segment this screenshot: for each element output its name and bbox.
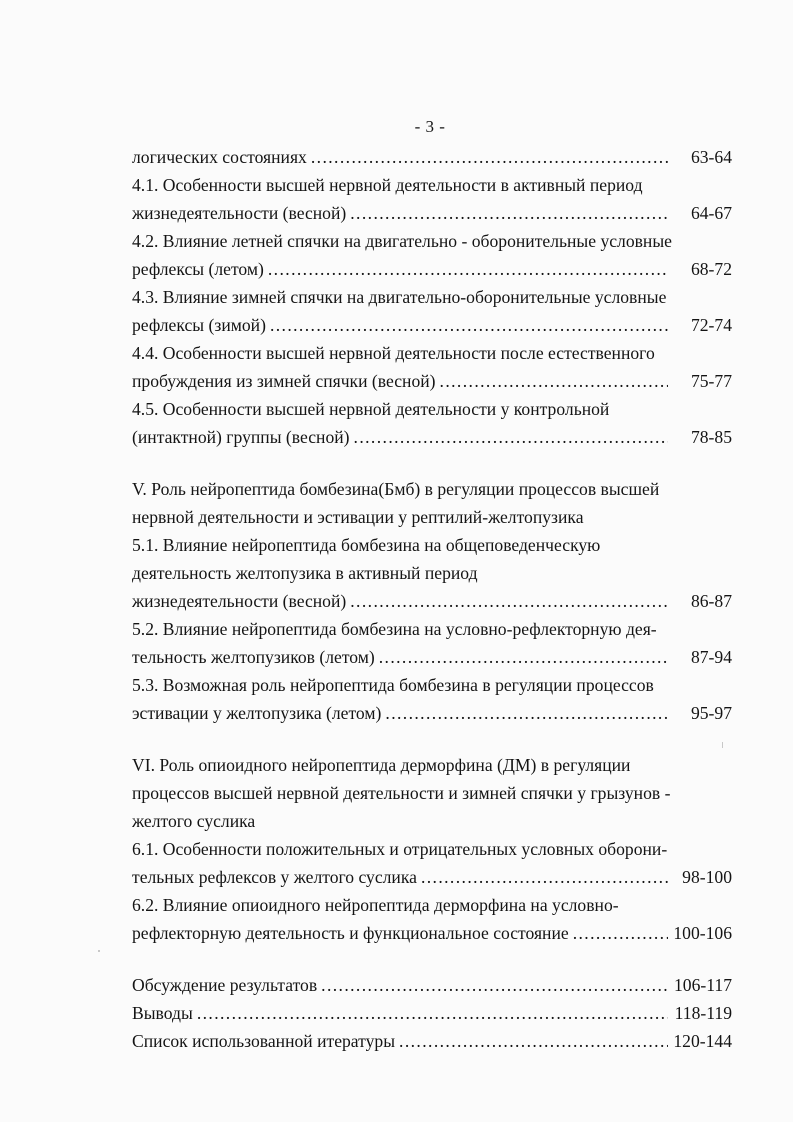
- toc-entry-line: 4.1. Особенности высшей нервной деятельности в активный период: [132, 175, 643, 195]
- toc-entry-pages: 68-72: [690, 259, 732, 279]
- leader-dots: [350, 199, 668, 227]
- toc-entry: [132, 587, 732, 615]
- spacer: [132, 451, 732, 475]
- toc-entry-line: 5.3. Возможная роль нейропептида бомбезина в регуляции процессов: [132, 675, 654, 695]
- toc-entry-line: 6.1. Особенности положительных и отрицательных условных оборони-: [132, 839, 668, 859]
- toc-entry-pages: 64-67: [690, 203, 732, 223]
- toc-entry: [132, 999, 732, 1027]
- toc-entry: [132, 199, 732, 227]
- toc-entry-pages: 120-144: [673, 1031, 732, 1051]
- toc-entry-pages: 106-117: [674, 975, 732, 995]
- toc-entry: [132, 643, 732, 671]
- section-heading: нервной деятельности и эстивации у рептилий-желтопузика: [132, 507, 584, 527]
- leader-dots: [440, 367, 668, 395]
- toc-entry: [132, 1027, 732, 1055]
- toc-entry-line: 6.2. Влияние опиоидного нейропептида дерморфина на условно-: [132, 895, 619, 915]
- toc-entry-pages: 75-77: [690, 371, 732, 391]
- leader-dots: [321, 971, 668, 999]
- scan-speck: [98, 950, 100, 952]
- toc-entry: [132, 919, 732, 947]
- toc-entry-label: Обсуждение результатов: [132, 975, 318, 995]
- toc-entry-line: 4.4. Особенности высшей нервной деятельности после естественного: [132, 343, 655, 363]
- toc-entry-label: рефлекторную деятельность и функциональное состояние: [132, 923, 569, 943]
- toc-entry: [132, 255, 732, 283]
- spacer: [132, 727, 732, 751]
- toc-entry-pages: 63-64: [690, 147, 732, 167]
- toc-entry-pages: 87-94: [690, 647, 732, 667]
- toc-entry-line: 5.1. Влияние нейропептида бомбезина на общеповеденческую: [132, 535, 601, 555]
- leader-dots: [350, 587, 668, 615]
- leader-dots: [268, 255, 668, 283]
- toc-entry-line: 4.5. Особенности высшей нервной деятельности у контрольной: [132, 399, 610, 419]
- toc-entry-pages: 95-97: [690, 703, 732, 723]
- toc-entry-pages: 86-87: [690, 591, 732, 611]
- leader-dots: [270, 311, 668, 339]
- scan-speck: [722, 742, 723, 748]
- toc-entry: [132, 863, 732, 891]
- leader-dots: [421, 863, 668, 891]
- toc-entry: [132, 143, 732, 171]
- toc-entry-line: деятельность желтопузика в активный период: [132, 563, 478, 583]
- leader-dots: [379, 643, 668, 671]
- section-heading: желтого суслика: [132, 811, 256, 831]
- toc-entry-label: тельных рефлексов у желтого суслика: [132, 867, 417, 887]
- toc-entry: [132, 423, 732, 451]
- toc-entry-label: эстивации у желтопузика (летом): [132, 703, 382, 723]
- toc-entry-label: жизнедеятельности (весной): [132, 203, 347, 223]
- toc-entry-label: логических состояниях: [132, 147, 307, 167]
- leader-dots: [573, 919, 668, 947]
- toc-entry: [132, 311, 732, 339]
- toc-entry-label: (интактной) группы (весной): [132, 427, 350, 447]
- leader-dots: [197, 999, 668, 1027]
- toc-entry-pages: 118-119: [674, 1003, 732, 1023]
- toc-entry: [132, 699, 732, 727]
- section-heading: VI. Роль опиоидного нейропептида дерморфина (ДМ) в регуляции: [132, 755, 631, 775]
- toc-entry-line: 4.2. Влияние летней спячки на двигательно - оборонительные условные: [132, 231, 672, 251]
- toc-entry-label: рефлексы (зимой): [132, 315, 266, 335]
- toc-entry-label: рефлексы (летом): [132, 259, 264, 279]
- toc-entry-label: пробуждения из зимней спячки (весной): [132, 371, 436, 391]
- toc-entry-pages: 100-106: [673, 923, 732, 943]
- toc-entry-pages: 98-100: [682, 867, 732, 887]
- toc-entry-line: 4.3. Влияние зимней спячки на двигательно-оборонительные условные: [132, 287, 667, 307]
- toc-entry: [132, 367, 732, 395]
- leader-dots: [354, 423, 668, 451]
- table-of-contents: [132, 143, 732, 1055]
- toc-entry-label: Список использованной итературы: [132, 1031, 396, 1051]
- toc-entry-line: 5.2. Влияние нейропептида бомбезина на условно-рефлекторную дея-: [132, 619, 657, 639]
- toc-entry-label: жизнедеятельности (весной): [132, 591, 347, 611]
- leader-dots: [311, 143, 668, 171]
- section-heading: V. Роль нейропептида бомбезина(Бмб) в регуляции процессов высшей: [132, 479, 660, 499]
- toc-entry-pages: 78-85: [690, 427, 732, 447]
- toc-entry-pages: 72-74: [690, 315, 732, 335]
- section-heading: процессов высшей нервной деятельности и зимней спячки у грызунов -: [132, 783, 671, 803]
- leader-dots: [385, 699, 668, 727]
- toc-entry-label: тельность желтопузиков (летом): [132, 647, 375, 667]
- toc-entry: [132, 971, 732, 999]
- leader-dots: [399, 1027, 668, 1055]
- page-number: - 3 -: [414, 117, 446, 136]
- spacer: [132, 947, 732, 971]
- toc-entry-label: Выводы: [132, 1003, 193, 1023]
